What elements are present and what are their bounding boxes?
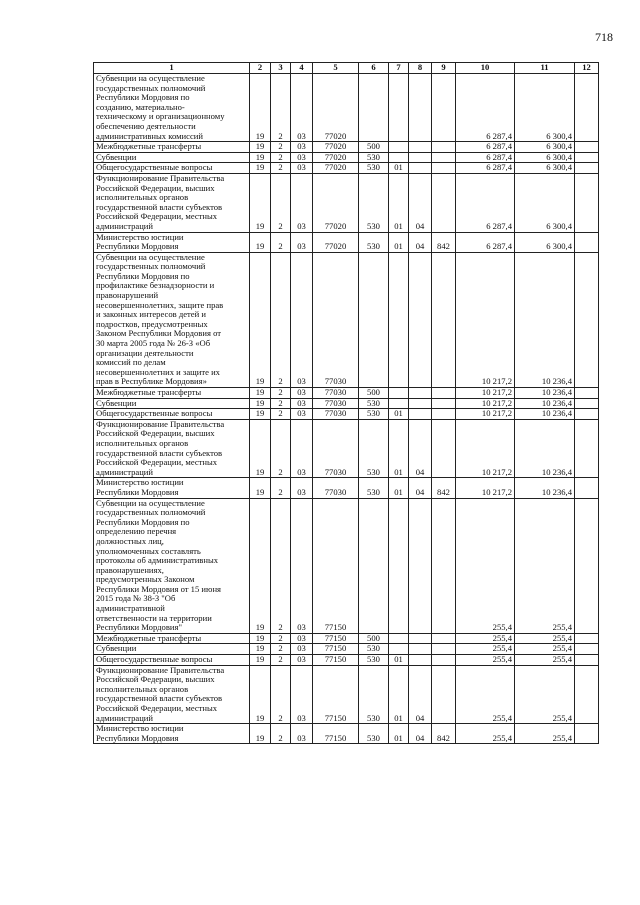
cell-subsection-code [409, 252, 432, 387]
cell-ministry-code [432, 163, 456, 174]
cell-col-12 [575, 398, 599, 409]
cell-target-article: 77020 [313, 173, 359, 232]
cell-section-code: 01 [389, 724, 409, 744]
cell-ministry-code [432, 398, 456, 409]
column-header: 5 [313, 63, 359, 74]
cell-col-12 [575, 252, 599, 387]
cell-section: 2 [271, 142, 291, 153]
cell-target-article: 77020 [313, 142, 359, 153]
table-row [94, 142, 599, 153]
cell-subsection: 03 [291, 173, 313, 232]
table-header-row [94, 63, 599, 74]
table-row [94, 724, 599, 744]
cell-col-12 [575, 644, 599, 655]
cell-section: 2 [271, 655, 291, 666]
cell-amount-year-1: 255,4 [456, 633, 515, 644]
cell-target-article: 77020 [313, 152, 359, 163]
cell-col-12 [575, 409, 599, 420]
cell-amount-year-1: 10 217,2 [456, 419, 515, 478]
cell-subsection-code [409, 498, 432, 633]
cell-expense-type: 530 [359, 644, 389, 655]
table-row [94, 644, 599, 655]
cell-subsection-code: 04 [409, 665, 432, 724]
cell-amount-year-1: 6 287,4 [456, 173, 515, 232]
cell-amount-year-2: 6 300,4 [515, 173, 575, 232]
cell-chapter: 19 [250, 633, 271, 644]
row-description: Функционирование Правительства Российской Федерации, высших исполнительных органов государственной власти субъектов Российской Федерации, местных администраций [94, 173, 250, 232]
row-description: Министерство юстиции Республики Мордовия [94, 724, 250, 744]
cell-subsection-code [409, 644, 432, 655]
cell-chapter: 19 [250, 252, 271, 387]
cell-col-12 [575, 724, 599, 744]
cell-target-article: 77030 [313, 409, 359, 420]
column-header: 4 [291, 63, 313, 74]
column-header: 2 [250, 63, 271, 74]
row-description: Межбюджетные трансферты [94, 142, 250, 153]
table-row [94, 409, 599, 420]
cell-expense-type: 500 [359, 142, 389, 153]
row-description: Субвенции [94, 398, 250, 409]
cell-ministry-code: 842 [432, 724, 456, 744]
cell-target-article: 77150 [313, 633, 359, 644]
cell-subsection-code: 04 [409, 173, 432, 232]
cell-section: 2 [271, 478, 291, 498]
cell-subsection: 03 [291, 388, 313, 399]
cell-section-code [389, 252, 409, 387]
cell-section-code [389, 152, 409, 163]
cell-target-article: 77150 [313, 724, 359, 744]
cell-expense-type: 530 [359, 655, 389, 666]
cell-amount-year-1: 10 217,2 [456, 409, 515, 420]
row-description: Субвенции [94, 644, 250, 655]
row-description: Субвенции на осуществление государственных полномочий Республики Мордовия по профилактике безнадзорности и правонарушений несовершеннолетних, защите прав и законных интересов детей и подростков, предусмотренных Законом Республики Мордовия от 30 марта 2005 года № 26-З «Об организации деятельности комиссий по делам несовершеннолетних и защите их прав в Республике Мордовия» [94, 252, 250, 387]
cell-expense-type: 530 [359, 724, 389, 744]
cell-amount-year-2: 6 300,4 [515, 152, 575, 163]
column-header: 10 [456, 63, 515, 74]
cell-target-article: 77150 [313, 665, 359, 724]
row-description: Функционирование Правительства Российской Федерации, высших исполнительных органов государственной власти субъектов Российской Федерации, местных администраций [94, 419, 250, 478]
cell-subsection: 03 [291, 252, 313, 387]
cell-subsection-code [409, 74, 432, 142]
cell-subsection-code [409, 388, 432, 399]
cell-amount-year-2: 10 236,4 [515, 252, 575, 387]
column-header: 8 [409, 63, 432, 74]
cell-section: 2 [271, 724, 291, 744]
column-header: 1 [94, 63, 250, 74]
cell-subsection-code: 04 [409, 478, 432, 498]
cell-amount-year-1: 10 217,2 [456, 478, 515, 498]
cell-target-article: 77030 [313, 398, 359, 409]
cell-ministry-code [432, 152, 456, 163]
cell-expense-type: 530 [359, 665, 389, 724]
cell-amount-year-1: 255,4 [456, 498, 515, 633]
cell-chapter: 19 [250, 232, 271, 252]
cell-expense-type [359, 498, 389, 633]
cell-subsection: 03 [291, 633, 313, 644]
cell-subsection-code: 04 [409, 232, 432, 252]
cell-amount-year-2: 10 236,4 [515, 478, 575, 498]
cell-section-code [389, 644, 409, 655]
cell-subsection: 03 [291, 142, 313, 153]
cell-expense-type [359, 252, 389, 387]
cell-expense-type: 530 [359, 478, 389, 498]
cell-chapter: 19 [250, 398, 271, 409]
table-row [94, 152, 599, 163]
cell-chapter: 19 [250, 388, 271, 399]
table-row [94, 665, 599, 724]
table-row [94, 388, 599, 399]
cell-section-code: 01 [389, 655, 409, 666]
cell-subsection-code [409, 142, 432, 153]
cell-col-12 [575, 419, 599, 478]
table-row [94, 498, 599, 633]
cell-chapter: 19 [250, 478, 271, 498]
cell-subsection-code [409, 152, 432, 163]
cell-section-code: 01 [389, 232, 409, 252]
cell-section: 2 [271, 163, 291, 174]
page-number: 718 [595, 30, 613, 44]
cell-section: 2 [271, 232, 291, 252]
cell-chapter: 19 [250, 655, 271, 666]
cell-ministry-code [432, 388, 456, 399]
cell-col-12 [575, 173, 599, 232]
cell-ministry-code [432, 142, 456, 153]
cell-subsection: 03 [291, 724, 313, 744]
cell-ministry-code [432, 74, 456, 142]
cell-section: 2 [271, 419, 291, 478]
table-row [94, 252, 599, 387]
cell-col-12 [575, 142, 599, 153]
cell-amount-year-1: 6 287,4 [456, 232, 515, 252]
cell-amount-year-1: 10 217,2 [456, 388, 515, 399]
cell-section: 2 [271, 74, 291, 142]
cell-chapter: 19 [250, 173, 271, 232]
cell-amount-year-2: 10 236,4 [515, 409, 575, 420]
cell-chapter: 19 [250, 152, 271, 163]
cell-subsection: 03 [291, 655, 313, 666]
cell-col-12 [575, 232, 599, 252]
cell-amount-year-2: 6 300,4 [515, 163, 575, 174]
row-description: Функционирование Правительства Российской Федерации, высших исполнительных органов государственной власти субъектов Российской Федерации, местных администраций [94, 665, 250, 724]
cell-ministry-code [432, 252, 456, 387]
cell-ministry-code [432, 498, 456, 633]
row-description: Субвенции на осуществление государственных полномочий Республики Мордовия по созданию, материально- техническому и организационному обеспечению деятельности административных комиссий [94, 74, 250, 142]
row-description: Межбюджетные трансферты [94, 633, 250, 644]
cell-expense-type: 500 [359, 388, 389, 399]
table-row [94, 232, 599, 252]
cell-amount-year-2: 255,4 [515, 655, 575, 666]
cell-expense-type: 530 [359, 163, 389, 174]
cell-chapter: 19 [250, 409, 271, 420]
cell-chapter: 19 [250, 163, 271, 174]
row-description: Министерство юстиции Республики Мордовия [94, 232, 250, 252]
cell-section-code [389, 498, 409, 633]
cell-amount-year-2: 10 236,4 [515, 398, 575, 409]
cell-amount-year-1: 10 217,2 [456, 252, 515, 387]
cell-subsection-code [409, 655, 432, 666]
table-row [94, 398, 599, 409]
cell-col-12 [575, 478, 599, 498]
cell-expense-type: 530 [359, 173, 389, 232]
cell-section: 2 [271, 398, 291, 409]
row-description: Межбюджетные трансферты [94, 388, 250, 399]
column-header: 7 [389, 63, 409, 74]
cell-amount-year-1: 6 287,4 [456, 74, 515, 142]
cell-ministry-code [432, 409, 456, 420]
cell-amount-year-2: 255,4 [515, 644, 575, 655]
column-header: 6 [359, 63, 389, 74]
cell-col-12 [575, 655, 599, 666]
cell-subsection: 03 [291, 478, 313, 498]
cell-section-code: 01 [389, 409, 409, 420]
row-description: Общегосударственные вопросы [94, 163, 250, 174]
cell-amount-year-1: 255,4 [456, 644, 515, 655]
cell-subsection-code: 04 [409, 419, 432, 478]
table-row [94, 74, 599, 142]
cell-amount-year-2: 255,4 [515, 498, 575, 633]
cell-section: 2 [271, 409, 291, 420]
cell-ministry-code [432, 665, 456, 724]
table-row [94, 173, 599, 232]
cell-ministry-code [432, 655, 456, 666]
cell-chapter: 19 [250, 724, 271, 744]
cell-amount-year-1: 255,4 [456, 724, 515, 744]
cell-section: 2 [271, 633, 291, 644]
cell-target-article: 77030 [313, 478, 359, 498]
cell-ministry-code: 842 [432, 478, 456, 498]
table-row [94, 163, 599, 174]
column-header: 9 [432, 63, 456, 74]
cell-subsection: 03 [291, 74, 313, 142]
cell-section: 2 [271, 665, 291, 724]
cell-amount-year-2: 255,4 [515, 633, 575, 644]
cell-chapter: 19 [250, 74, 271, 142]
cell-amount-year-1: 255,4 [456, 655, 515, 666]
cell-col-12 [575, 633, 599, 644]
table-row [94, 478, 599, 498]
cell-chapter: 19 [250, 644, 271, 655]
cell-ministry-code [432, 644, 456, 655]
cell-amount-year-2: 255,4 [515, 724, 575, 744]
cell-subsection: 03 [291, 409, 313, 420]
cell-section: 2 [271, 644, 291, 655]
cell-subsection-code: 04 [409, 724, 432, 744]
cell-section-code [389, 388, 409, 399]
cell-target-article: 77020 [313, 74, 359, 142]
row-description: Министерство юстиции Республики Мордовия [94, 478, 250, 498]
cell-subsection-code [409, 398, 432, 409]
cell-amount-year-1: 10 217,2 [456, 398, 515, 409]
cell-amount-year-2: 10 236,4 [515, 419, 575, 478]
cell-subsection: 03 [291, 419, 313, 478]
column-header: 12 [575, 63, 599, 74]
cell-amount-year-2: 10 236,4 [515, 388, 575, 399]
cell-subsection: 03 [291, 665, 313, 724]
cell-amount-year-1: 6 287,4 [456, 142, 515, 153]
cell-section-code [389, 74, 409, 142]
table-row [94, 655, 599, 666]
cell-col-12 [575, 665, 599, 724]
cell-col-12 [575, 498, 599, 633]
column-header: 11 [515, 63, 575, 74]
cell-amount-year-2: 255,4 [515, 665, 575, 724]
cell-expense-type: 530 [359, 152, 389, 163]
cell-target-article: 77030 [313, 252, 359, 387]
cell-subsection: 03 [291, 232, 313, 252]
cell-amount-year-2: 6 300,4 [515, 74, 575, 142]
budget-table [93, 62, 599, 744]
cell-section-code: 01 [389, 163, 409, 174]
cell-section-code: 01 [389, 173, 409, 232]
cell-ministry-code [432, 173, 456, 232]
cell-section: 2 [271, 252, 291, 387]
cell-amount-year-1: 6 287,4 [456, 163, 515, 174]
cell-section: 2 [271, 388, 291, 399]
row-description: Общегосударственные вопросы [94, 655, 250, 666]
cell-col-12 [575, 152, 599, 163]
cell-expense-type: 530 [359, 232, 389, 252]
cell-expense-type: 530 [359, 409, 389, 420]
cell-section-code [389, 142, 409, 153]
cell-section: 2 [271, 173, 291, 232]
cell-ministry-code [432, 419, 456, 478]
cell-subsection: 03 [291, 163, 313, 174]
cell-section: 2 [271, 498, 291, 633]
cell-amount-year-1: 255,4 [456, 665, 515, 724]
cell-expense-type [359, 74, 389, 142]
cell-expense-type: 500 [359, 633, 389, 644]
cell-amount-year-2: 6 300,4 [515, 142, 575, 153]
cell-col-12 [575, 74, 599, 142]
cell-target-article: 77020 [313, 232, 359, 252]
cell-ministry-code: 842 [432, 232, 456, 252]
cell-subsection-code [409, 163, 432, 174]
cell-subsection-code [409, 409, 432, 420]
cell-expense-type: 530 [359, 398, 389, 409]
cell-subsection: 03 [291, 498, 313, 633]
cell-target-article: 77150 [313, 498, 359, 633]
cell-subsection: 03 [291, 644, 313, 655]
table-row [94, 633, 599, 644]
cell-target-article: 77030 [313, 388, 359, 399]
cell-col-12 [575, 388, 599, 399]
cell-ministry-code [432, 633, 456, 644]
cell-section-code [389, 398, 409, 409]
cell-col-12 [575, 163, 599, 174]
cell-chapter: 19 [250, 498, 271, 633]
cell-target-article: 77150 [313, 655, 359, 666]
row-description: Общегосударственные вопросы [94, 409, 250, 420]
cell-section-code: 01 [389, 419, 409, 478]
cell-section-code [389, 633, 409, 644]
table-row [94, 419, 599, 478]
table-body [94, 63, 599, 744]
cell-target-article: 77150 [313, 644, 359, 655]
cell-subsection: 03 [291, 398, 313, 409]
row-description: Субвенции [94, 152, 250, 163]
row-description: Субвенции на осуществление государственных полномочий Республики Мордовия по определению перечня должностных лиц, уполномоченных составлять протоколы об административных правонарушениях, предусмотренных Законом Республики Мордовия от 15 июня 2015 года № 38-З "Об административной ответственности на территории Республики Мордовия" [94, 498, 250, 633]
cell-target-article: 77020 [313, 163, 359, 174]
cell-amount-year-2: 6 300,4 [515, 232, 575, 252]
cell-chapter: 19 [250, 142, 271, 153]
cell-expense-type: 530 [359, 419, 389, 478]
column-header: 3 [271, 63, 291, 74]
cell-section: 2 [271, 152, 291, 163]
cell-section-code: 01 [389, 478, 409, 498]
cell-subsection-code [409, 633, 432, 644]
cell-chapter: 19 [250, 665, 271, 724]
cell-amount-year-1: 6 287,4 [456, 152, 515, 163]
cell-target-article: 77030 [313, 419, 359, 478]
cell-section-code: 01 [389, 665, 409, 724]
cell-chapter: 19 [250, 419, 271, 478]
cell-subsection: 03 [291, 152, 313, 163]
